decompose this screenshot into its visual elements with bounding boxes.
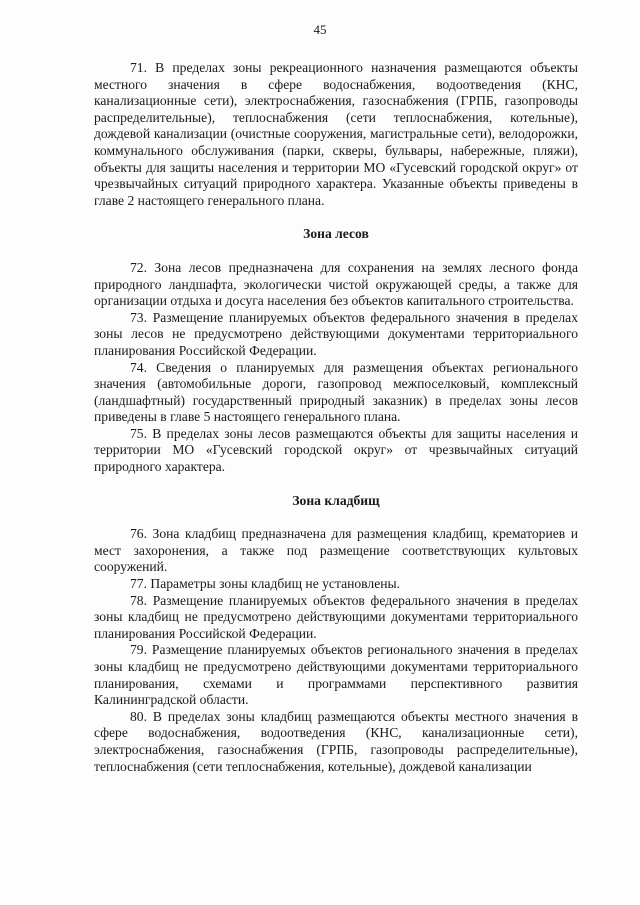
paragraph-80: 80. В пределах зоны кладбищ размещаются объекты местного значения в сфере водоснабжения, водоотведения (КНС, канализационные сети), электроснабжения, газоснабжения (ГРПБ, газопроводы распределительные), теплоснабжения (сети теплоснабжения, котельные), дождевой канализации [94, 708, 578, 774]
paragraph-72: 72. Зона лесов предназначена для сохранения на землях лесного фонда природного ландшафта, экологически чистой окружающей среды, а также для организации отдыха и досуга населения без объектов капитального строительства. [94, 259, 578, 309]
page-content [94, 60, 578, 775]
page-number: 45 [313, 22, 327, 37]
paragraph-78: 78. Размещение планируемых объектов федерального значения в пределах зоны кладбищ не предусмотрено действующими документами территориального планирования Российской Федерации. [94, 592, 578, 641]
paragraph-76: 76. Зона кладбищ предназначена для размещения кладбищ, крематориев и мест захоронения, а также под размещение соответствующих культовых сооружений. [94, 526, 578, 575]
section-heading-forest-zone: Зона лесов [303, 226, 369, 242]
paragraph-73: 73. Размещение планируемых объектов федерального значения в пределах зоны лесов не предусмотрено действующими документами территориального планирования Российской Федерации. [94, 309, 578, 358]
paragraph-79: 79. Размещение планируемых объектов регионального значения в пределах зоны кладбищ не предусмотрено действующими документами территориального планирования, схемами и программами перспективного развития Калининградской области. [94, 642, 578, 708]
paragraph-77: 77. Параметры зоны кладбищ не установлены. [130, 576, 401, 592]
paragraph-75: 75. В пределах зоны лесов размещаются объекты для защиты населения и территории МО «Гусевский городской округ» от чрезвычайных ситуаций природного характера. [94, 425, 578, 475]
paragraph-74: 74. Сведения о планируемых для размещения объектах регионального значения (автомобильные дороги, газопровод межпоселковый, комплексный (ландшафтный) государственный природный заказник) в пределах зоны лесов приведены в главе 5 настоящего генерального плана. [94, 359, 578, 425]
section-heading-cemetery-zone: Зона кладбищ [292, 492, 380, 508]
paragraph-71: 71. В пределах зоны рекреационного назначения размещаются объекты местного значения в сфере водоснабжения, водоотведения (КНС, канализационные сети), электроснабжения, газоснабжения (ГРПБ, газопроводы распределительные), теплоснабжения (сети теплоснабжения, котельные), дождевой канализации (очистные сооружения, магистральные сети), велодорожки, коммунального обслуживания (парки, скверы, бульвары, набережные, пляжи), объекты для защиты населения и территории МО «Гусевский городской округ» от чрезвычайных ситуаций природного характера. Указанные объекты приведены в главе 2 настоящего генерального плана. [94, 60, 578, 208]
